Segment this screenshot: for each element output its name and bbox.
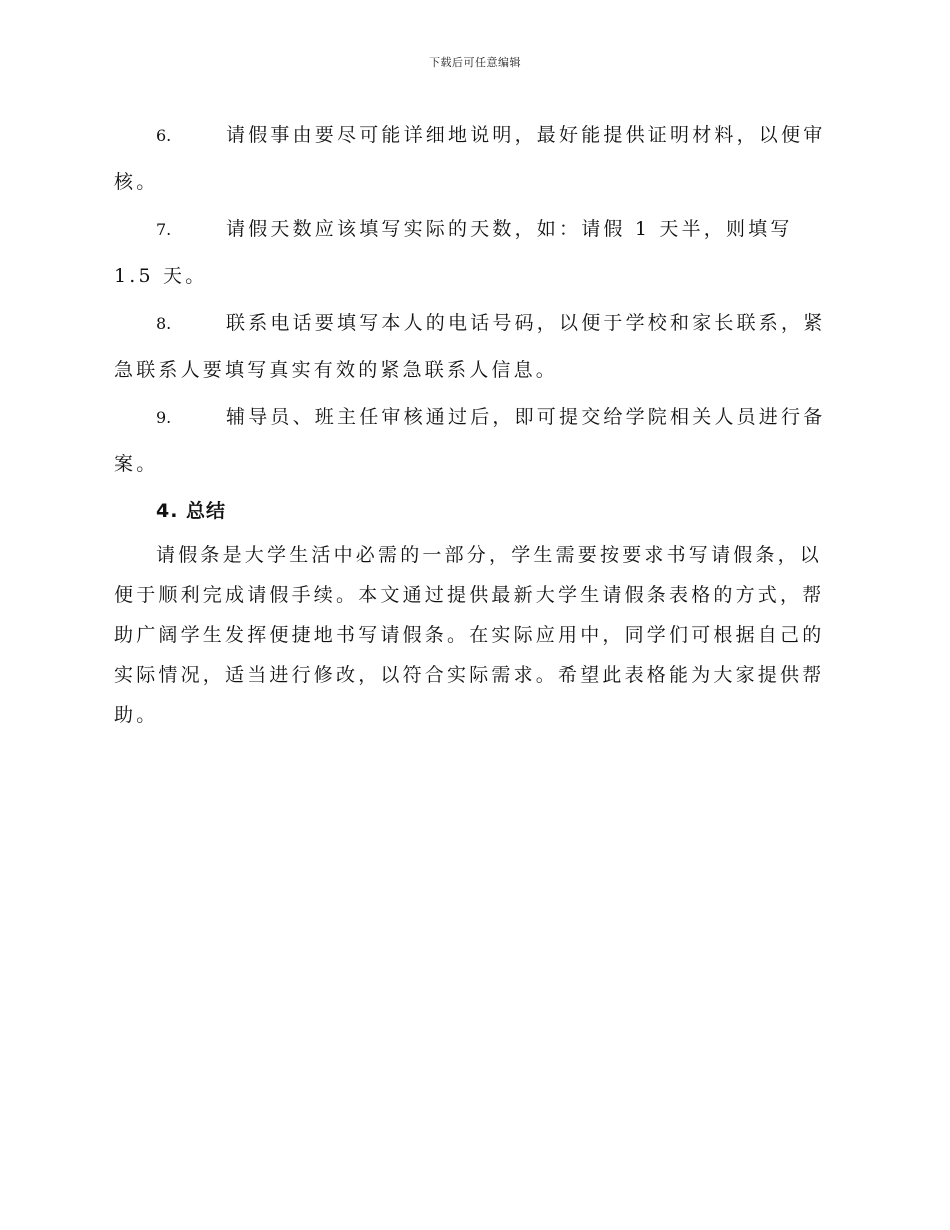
document-body <box>114 112 834 735</box>
page-header: 下载后可任意编辑 <box>429 56 521 69</box>
list-item-8 <box>114 300 834 394</box>
section-heading-summary: 4. 总结 <box>156 500 227 522</box>
list-item-7 <box>114 206 834 300</box>
list-item-text: 辅导员、班主任审核通过后，即可提交给学院相关人员进行备案。 <box>114 406 826 475</box>
summary-paragraph: 请假条是大学生活中必需的一部分，学生需要按要求书写请假条，以便于顺利完成请假手续。本文通过提供最新大学生请假条表格的方式，帮助广阔学生发挥便捷地书写请假条。在实际应用中，同学们可根据自己的实际情况，适当进行修改，以符合实际需求。希望此表格能为大家提供帮助。 <box>114 544 825 726</box>
list-item-number: 7. <box>156 220 172 239</box>
list-item-text: 联系电话要填写本人的电话号码，以便于学校和家长联系，紧急联系人要填写真实有效的紧急联系人信息。 <box>114 312 826 381</box>
list-item-number: 9. <box>156 408 172 427</box>
list-item-text: 请假天数应该填写实际的天数，如：请假 1 天半，则填写 1.5 天。 <box>114 218 793 287</box>
list-item-text: 请假事由要尽可能详细地说明，最好能提供证明材料，以便审核。 <box>114 124 826 193</box>
list-item-6 <box>114 112 834 206</box>
list-item-number: 6. <box>156 126 172 145</box>
list-item-9 <box>114 394 834 488</box>
list-item-number: 8. <box>156 314 172 333</box>
